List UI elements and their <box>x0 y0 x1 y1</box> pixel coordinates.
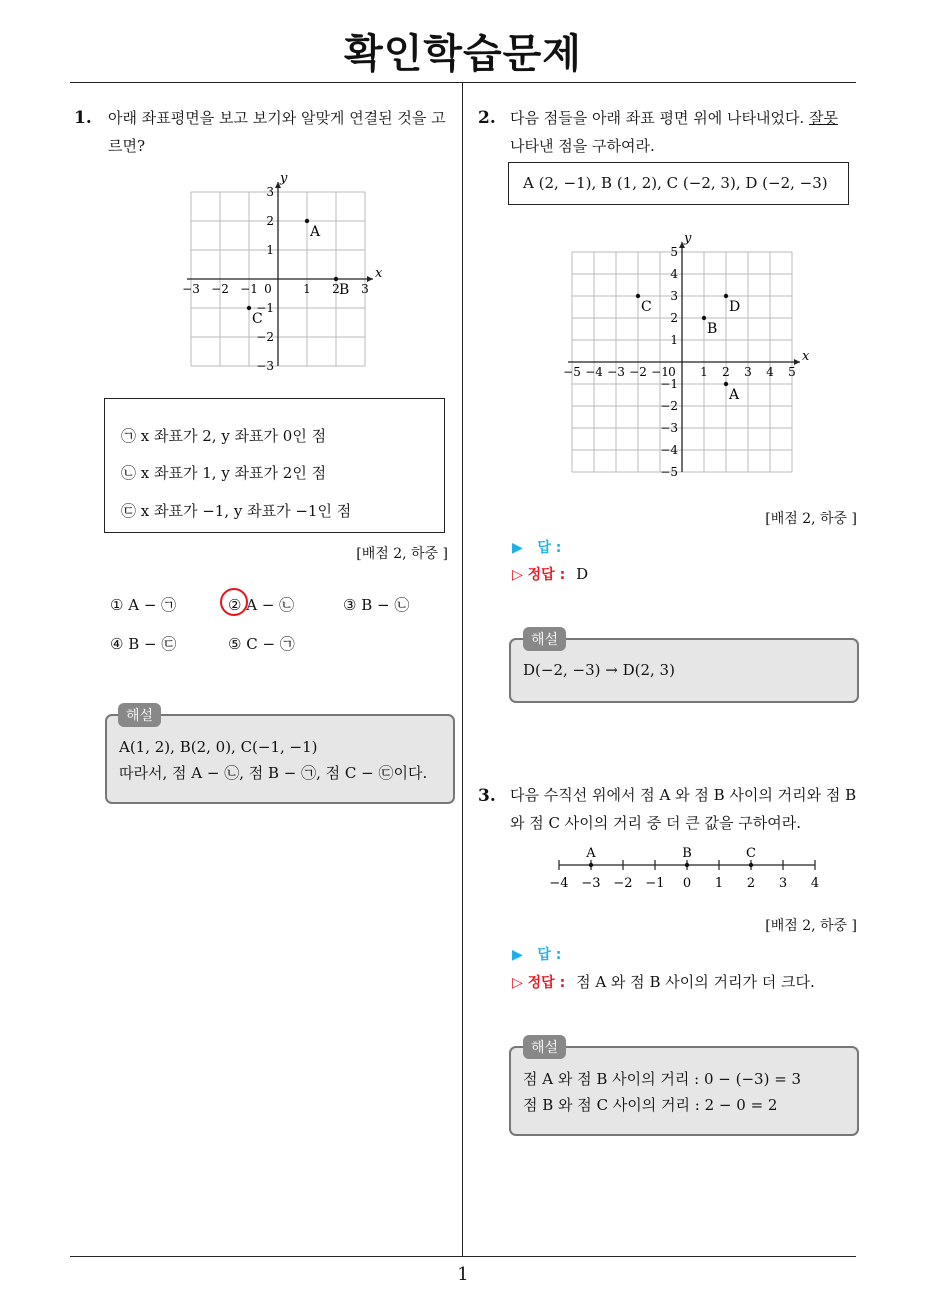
q3-point-label-C: C <box>746 846 756 861</box>
q1-x-tick-label: 1 <box>303 282 311 296</box>
q2-x-tick-label: −5 <box>563 365 581 379</box>
q3-point-A <box>589 863 593 867</box>
q1-explanation-line2: 따라서, 점 A − ㉡, 점 B − ㉠, 점 C − ㉢이다. <box>119 764 428 782</box>
q2-y-tick-label: 4 <box>670 267 678 281</box>
q3-text-line1: 다음 수직선 위에서 점 A 와 점 B 사이의 거리와 점 B <box>510 786 857 804</box>
q2-y-tick-label: −3 <box>660 421 678 435</box>
q3-point-B <box>685 863 689 867</box>
q1-point-label-A: A <box>310 224 321 240</box>
bottom-rule <box>70 1256 856 1257</box>
q1-y-tick-label: 1 <box>266 243 274 257</box>
q1-explanation-box <box>105 714 455 804</box>
answer-arrow-icon: ▶ <box>512 540 523 556</box>
q2-y-tick-label: −2 <box>660 399 678 413</box>
q3-text-line2: 와 점 C 사이의 거리 중 더 큰 값을 구하여라. <box>510 814 801 832</box>
q1-y-tick-label: −1 <box>256 301 274 315</box>
q1-statement-3: ㉢ x 좌표가 −1, y 좌표가 −1인 점 <box>121 502 352 520</box>
q1-x-tick-label: 3 <box>361 282 369 296</box>
q3-tick-label: 0 <box>682 876 692 891</box>
q1-text-line2: 르면? <box>108 137 146 155</box>
q2-x-tick-label: 1 <box>700 365 708 379</box>
q1-axis-x-label: x <box>375 266 383 281</box>
q2-answer-label: 답 : <box>537 540 562 556</box>
q1-choice-4[interactable]: ④ B − ㉢ <box>110 635 177 653</box>
q1-answer-circle-mark <box>220 588 248 616</box>
q2-x-tick-label: 4 <box>766 365 774 379</box>
q3-text <box>510 781 860 837</box>
q2-point-box <box>508 162 849 205</box>
q2-y-tick-label: 3 <box>670 289 678 303</box>
q1-y-tick-label: 2 <box>266 214 274 228</box>
q2-score: [배점 2, 하중 ] <box>765 511 857 527</box>
q3-explanation-tag: 해설 <box>523 1035 566 1059</box>
q1-text-line1: 아래 좌표평면을 보고 보기와 알맞게 연결된 것을 고 <box>108 109 446 127</box>
q2-y-tick-label: −5 <box>660 465 678 479</box>
q1-y-tick-label: −2 <box>256 330 274 344</box>
q2-x-tick-label: −2 <box>629 365 647 379</box>
q3-explanation-line1: 점 A 와 점 B 사이의 거리 : 0 − (−3) = 3 <box>523 1070 802 1088</box>
q3-number: 3. <box>478 786 496 806</box>
q2-point-label-C: C <box>641 299 652 315</box>
q2-point-list: A (2, −1), B (1, 2), C (−2, 3), D (−2, −3) <box>523 174 828 192</box>
q1-point-B <box>334 277 338 281</box>
q2-x-tick-label: 0 <box>668 365 676 379</box>
q2-correct-row <box>512 564 588 584</box>
q1-choice-3[interactable]: ③ B − ㉡ <box>343 596 410 614</box>
q1-y-tick-label: 3 <box>266 185 274 199</box>
q2-x-tick-label: −1 <box>651 365 669 379</box>
q2-point-D <box>724 294 728 298</box>
q3-correct-label: 정답 : <box>527 975 566 991</box>
q2-answer-row <box>512 537 561 557</box>
q2-text <box>510 104 860 160</box>
correct-arrow-icon: ▷ <box>512 567 523 583</box>
q3-explanation-line2: 점 B 와 점 C 사이의 거리 : 2 − 0 = 2 <box>523 1096 778 1114</box>
q3-point-label-A: A <box>586 846 596 861</box>
q2-y-tick-label: 1 <box>670 333 678 347</box>
q1-explanation-tag: 해설 <box>118 703 161 727</box>
q1-text <box>108 104 458 160</box>
q2-y-tick-label: 2 <box>670 311 678 325</box>
q2-x-tick-label: 3 <box>744 365 752 379</box>
q1-statement-2: ㉡ x 좌표가 1, y 좌표가 2인 점 <box>121 464 327 482</box>
q2-point-label-A: A <box>729 387 740 403</box>
q1-point-A <box>305 219 309 223</box>
q2-x-tick-label: −4 <box>585 365 603 379</box>
q3-score: [배점 2, 하중 ] <box>765 918 857 934</box>
q3-tick-label: −3 <box>581 876 601 891</box>
q1-point-C <box>247 306 251 310</box>
q1-x-tick-label: 2 <box>332 282 340 296</box>
answer-arrow-icon: ▶ <box>512 947 523 963</box>
q2-text-line2: 나타낸 점을 구하여라. <box>510 137 655 155</box>
q1-x-tick-label: −1 <box>240 282 258 296</box>
q1-choice-1[interactable]: ① A − ㉠ <box>110 596 177 614</box>
q3-number-line <box>540 840 830 895</box>
q1-statement-1: ㉠ x 좌표가 2, y 좌표가 0인 점 <box>121 427 327 445</box>
page-number: 1 <box>457 1264 469 1285</box>
q2-text-line1-a: 다음 점들을 아래 좌표 평면 위에 나타내었다. <box>510 109 809 127</box>
page-title: 확인학습문제 <box>344 31 582 77</box>
q3-tick-label: 4 <box>810 876 820 891</box>
q1-score: [배점 2, 하중 ] <box>356 546 448 562</box>
q2-point-label-D: D <box>729 299 741 315</box>
q2-y-tick-label: 5 <box>670 245 678 259</box>
q2-y-tick-label: −1 <box>660 377 678 391</box>
q3-point-C <box>749 863 753 867</box>
q1-x-tick-label: −3 <box>182 282 200 296</box>
q2-correct-label: 정답 : <box>527 567 566 583</box>
q1-y-tick-label: −3 <box>256 359 274 373</box>
q2-explanation-line1: D(−2, −3) → D(2, 3) <box>523 661 675 679</box>
column-divider <box>462 83 463 1257</box>
q2-point-B <box>702 316 706 320</box>
q3-tick-label: 1 <box>714 876 724 891</box>
q2-x-tick-label: 2 <box>722 365 730 379</box>
q3-answer-row <box>512 944 561 964</box>
q3-explanation-box <box>509 1046 859 1136</box>
q1-coordinate-graph <box>174 172 384 377</box>
q2-x-tick-label: −3 <box>607 365 625 379</box>
q2-axis-y-label: y <box>684 231 692 246</box>
q1-point-label-B: B <box>339 282 350 298</box>
q3-point-label-B: B <box>682 846 692 861</box>
q2-text-underlined: 잘못 <box>808 109 838 127</box>
q2-text-line1 <box>510 104 860 132</box>
q1-axis-y-label: y <box>280 172 288 186</box>
q2-correct-value: D <box>576 565 589 583</box>
q1-x-tick-label: −2 <box>211 282 229 296</box>
q2-explanation-tag: 해설 <box>523 627 566 651</box>
correct-arrow-icon: ▷ <box>512 975 523 991</box>
q1-choice-5[interactable]: ⑤ C − ㉠ <box>228 635 295 653</box>
q3-tick-label: 3 <box>778 876 788 891</box>
q2-point-label-B: B <box>707 321 718 337</box>
q2-y-tick-label: −4 <box>660 443 678 457</box>
q2-point-A <box>724 382 728 386</box>
q2-x-tick-label: 5 <box>788 365 796 379</box>
q1-number: 1. <box>74 108 92 128</box>
q1-statement-box <box>104 398 445 533</box>
q3-tick-label: −2 <box>613 876 633 891</box>
q3-answer-label: 답 : <box>537 947 562 963</box>
q3-correct-row <box>512 971 815 992</box>
q2-point-C <box>636 294 640 298</box>
q1-choice-2[interactable]: ② A − ㉡ <box>228 596 295 614</box>
q3-tick-label: −4 <box>549 876 569 891</box>
q1-point-label-C: C <box>252 311 263 327</box>
q3-tick-label: −1 <box>645 876 665 891</box>
q2-axis-x-label: x <box>802 349 810 364</box>
q2-coordinate-graph <box>560 230 815 480</box>
q2-number: 2. <box>478 108 496 128</box>
q3-tick-label: 2 <box>746 876 756 891</box>
q1-explanation-line1: A(1, 2), B(2, 0), C(−1, −1) <box>119 738 318 756</box>
q1-x-tick-label: 0 <box>264 282 272 296</box>
q3-correct-value: 점 A 와 점 B 사이의 거리가 더 크다. <box>576 973 815 991</box>
top-rule <box>70 82 856 83</box>
